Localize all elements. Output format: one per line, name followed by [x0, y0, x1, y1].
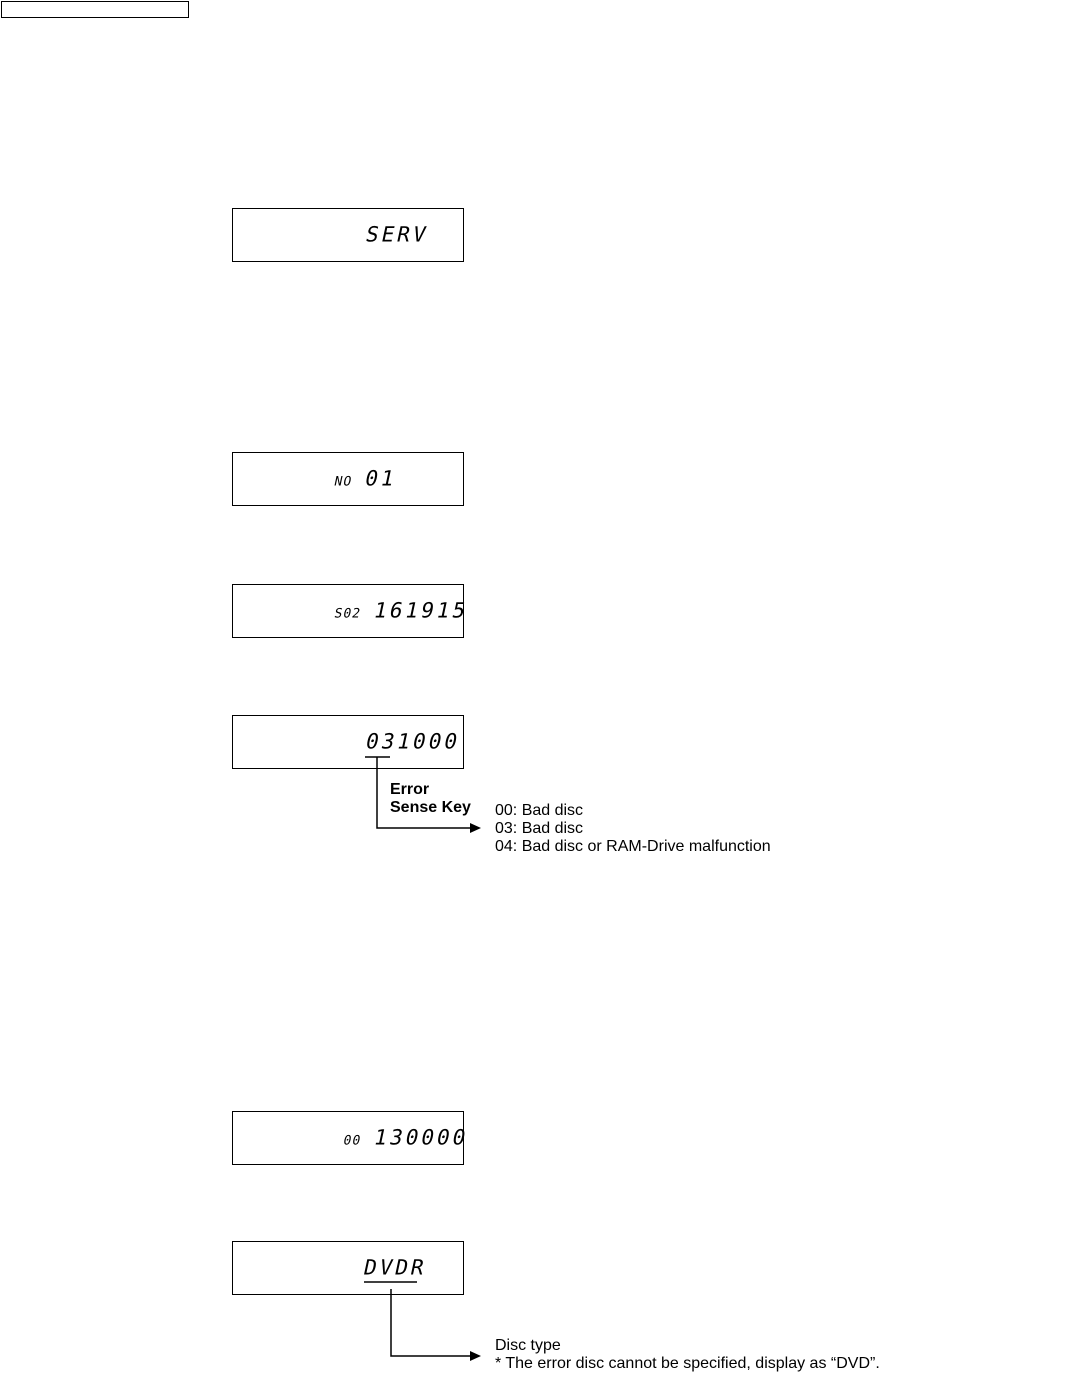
lcd-prefix: NO — [332, 474, 354, 490]
error-code-04: 04: Bad disc or RAM-Drive malfunction — [495, 838, 771, 855]
disc-type-title: Disc type — [495, 1337, 561, 1354]
lcd-main-digits: 130000 — [371, 1125, 471, 1150]
lcd-prefix: S02 — [332, 606, 363, 622]
lcd-main-digits: SERV — [363, 222, 432, 247]
disc-pointer-line — [391, 1289, 470, 1356]
error-title-line2: Sense Key — [390, 799, 471, 816]
lcd-main-digits: 01 — [362, 466, 400, 491]
error-title-line1: Error — [390, 781, 430, 798]
disc-arrowhead — [470, 1351, 481, 1361]
lcd-main-digits: 031000 — [363, 729, 463, 754]
error-code-00: 00: Bad disc — [495, 802, 584, 819]
disc-type-note: * The error disc cannot be specified, display as “DVD”. — [495, 1355, 880, 1372]
lcd-prefix: 00 — [341, 1133, 363, 1149]
error-code-03: 03: Bad disc — [495, 820, 584, 837]
lcd-main-digits: 161915 — [371, 598, 471, 623]
lcd-main-digits: DVDR — [361, 1255, 430, 1280]
error-arrowhead — [470, 823, 481, 833]
